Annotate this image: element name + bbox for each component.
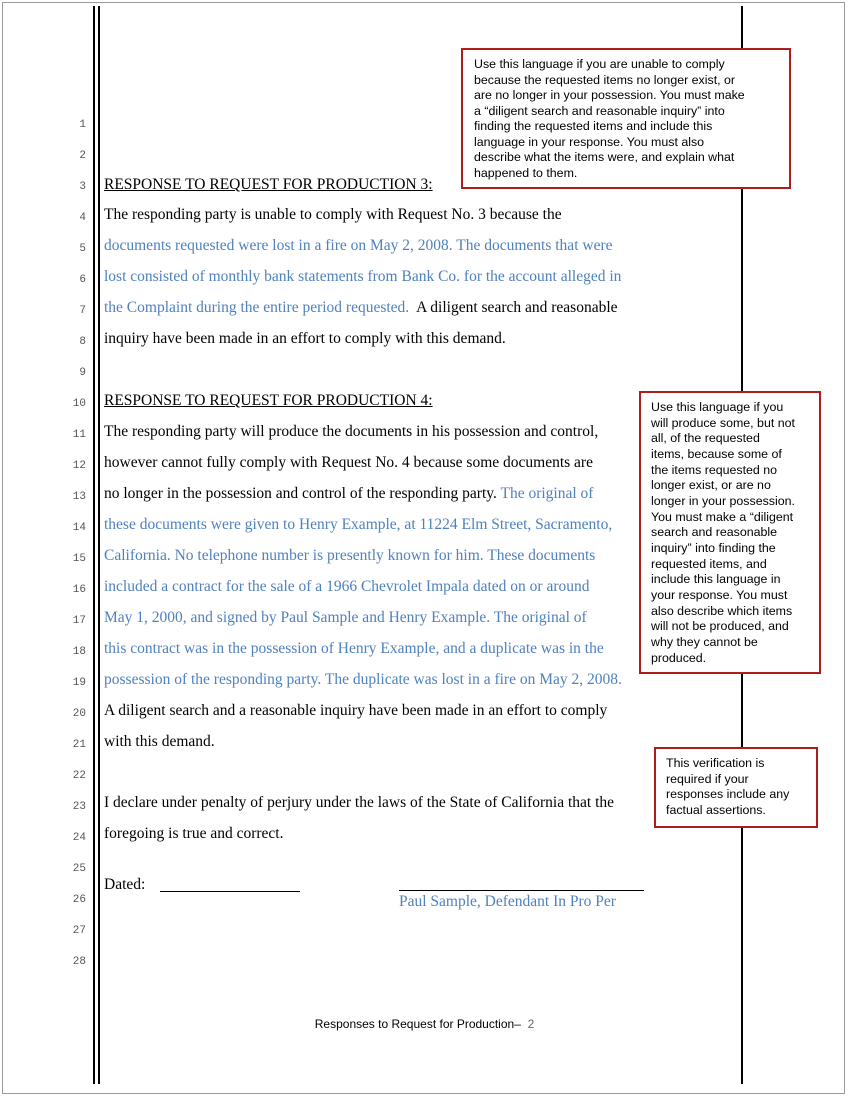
- note-line: because the requested items no longer exist, or: [474, 72, 736, 87]
- line-number: 18: [72, 646, 86, 658]
- signature-line: [399, 890, 644, 891]
- line-number: 21: [72, 739, 86, 751]
- line-number: 26: [72, 894, 86, 906]
- note-line: Use this language if you: [651, 400, 784, 414]
- line-number: 7: [79, 305, 86, 317]
- line-number: 20: [72, 708, 86, 720]
- body-line-20: A diligent search and a reasonable inquiry have been made in an effort to comply: [104, 702, 608, 719]
- callout-note-1-text: [474, 57, 781, 181]
- note-line: longer in your possession.: [651, 493, 795, 508]
- note-line: requested items, and: [651, 556, 767, 571]
- line-number: 1: [79, 119, 86, 131]
- page-footer: [0, 1017, 849, 1031]
- body-line-5: documents requested were lost in a fire on May 2, 2008. The documents that were: [104, 237, 613, 254]
- line-number: 25: [72, 863, 86, 875]
- body-line-15: California. No telephone number is presently known for him. These documents: [104, 547, 596, 564]
- callout-note-2-text: [651, 400, 811, 666]
- verification-line-24: foregoing is true and correct.: [104, 825, 284, 842]
- note-line: This verification is: [666, 756, 765, 770]
- line-number: 9: [79, 367, 86, 379]
- line-number: 5: [79, 243, 86, 255]
- body-line-11: The responding party will produce the documents in his possession and control,: [104, 423, 599, 440]
- body-line-16: included a contract for the sale of a 1966 Chevrolet Impala dated on or around: [104, 578, 590, 595]
- line-number: 16: [72, 584, 86, 596]
- callout-note-verification: [654, 747, 818, 828]
- note-line: language in your response. You must also: [474, 134, 705, 149]
- footer-title: Responses to Request for Production: [314, 1017, 515, 1031]
- callout-note-3-text: [666, 756, 808, 818]
- note-line: finding the requested items and include this: [474, 119, 713, 133]
- note-line: describe what the items were, and explain what: [474, 150, 735, 164]
- heading-request-4: RESPONSE TO REQUEST FOR PRODUCTION 4:: [104, 392, 433, 409]
- left-margin-rule-outer: [93, 6, 95, 1084]
- body-line-6: lost consisted of monthly bank statements from Bank Co. for the account alleged in: [104, 268, 622, 285]
- line-number: 3: [79, 181, 86, 193]
- line-number: 22: [72, 770, 86, 782]
- line-number: 8: [79, 336, 86, 348]
- line-number: 24: [72, 832, 86, 844]
- callout-note-partial-production: [639, 391, 821, 674]
- body-line-12: however cannot fully comply with Request No. 4 because some documents are: [104, 454, 593, 471]
- body-line-21: with this demand.: [104, 733, 215, 750]
- note-line: also describe which items: [651, 603, 793, 618]
- note-line: responses include any: [666, 787, 790, 801]
- line-number: 27: [72, 925, 86, 937]
- line-number: 4: [79, 212, 86, 224]
- body-line-4: The responding party is unable to comply with Request No. 3 because the: [104, 206, 562, 223]
- line-number: 6: [79, 274, 86, 286]
- note-line: search and reasonable: [651, 525, 778, 540]
- note-line: You must make a “diligent: [651, 509, 794, 524]
- note-line: all, of the requested: [651, 431, 760, 446]
- body-line-7-text: A diligent search and reasonable: [409, 299, 618, 316]
- note-line: why they cannot be: [651, 634, 758, 649]
- body-line-17: May 1, 2000, and signed by Paul Sample and Henry Example. The original of: [104, 609, 587, 626]
- left-margin-rule-inner: [98, 6, 100, 1084]
- note-line: are no longer in your possession. You must make: [474, 88, 745, 102]
- body-line-18: this contract was in the possession of Henry Example, and a duplicate was in the: [104, 640, 604, 657]
- note-line: items, because some of: [651, 446, 782, 461]
- line-number: 28: [72, 956, 86, 968]
- signer-name: Paul Sample, Defendant In Pro Per: [399, 893, 616, 910]
- line-number: 15: [72, 553, 86, 565]
- body-line-8: inquiry have been made in an effort to comply with this demand.: [104, 330, 506, 347]
- body-line-14: these documents were given to Henry Example, at 11224 Elm Street, Sacramento,: [104, 516, 613, 533]
- line-number: 17: [72, 615, 86, 627]
- note-line: Use this language if you are unable to comply: [474, 57, 725, 71]
- footer-separator: –: [514, 1017, 521, 1031]
- dated-label: Dated:: [104, 876, 146, 893]
- callout-note-unable-to-comply: [461, 48, 791, 189]
- note-line: the items requested no: [651, 462, 778, 477]
- line-number: 23: [72, 801, 86, 813]
- note-line: include this language in: [651, 572, 781, 587]
- note-line: happened to them.: [474, 165, 578, 180]
- heading-request-3: RESPONSE TO REQUEST FOR PRODUCTION 3:: [104, 176, 433, 193]
- line-number: 10: [72, 398, 86, 410]
- note-line: longer exist, or are no: [651, 478, 771, 493]
- date-signature-line: [160, 891, 300, 892]
- body-line-13: [104, 485, 593, 503]
- line-number: 14: [72, 522, 86, 534]
- body-line-13-text: no longer in the possession and control of the responding party.: [104, 485, 497, 502]
- body-line-7: [104, 299, 618, 317]
- note-line: a “diligent search and reasonable inquiry” into: [474, 103, 725, 118]
- line-number: 11: [72, 429, 86, 441]
- note-line: inquiry” into finding the: [651, 540, 776, 555]
- verification-line-23: I declare under penalty of perjury under the laws of the State of California that the: [104, 794, 615, 811]
- line-number: 19: [72, 677, 86, 689]
- body-line-19: possession of the responding party. The duplicate was lost in a fire on May 2, 2008.: [104, 671, 622, 688]
- footer-page-number: 2: [527, 1017, 535, 1031]
- note-line: will produce some, but not: [651, 415, 795, 430]
- body-line-13-sample-text: The original of: [496, 485, 594, 502]
- note-line: will not be produced, and: [651, 619, 789, 634]
- note-line: required if your: [666, 771, 749, 786]
- body-line-7-sample-text: the Complaint during the entire period requested.: [104, 299, 410, 316]
- note-line: produced.: [651, 650, 707, 665]
- note-line: your response. You must: [651, 587, 788, 602]
- line-number: 12: [72, 460, 86, 472]
- line-number: 2: [79, 150, 86, 162]
- line-number: 13: [72, 491, 86, 503]
- note-line: factual assertions.: [666, 802, 766, 817]
